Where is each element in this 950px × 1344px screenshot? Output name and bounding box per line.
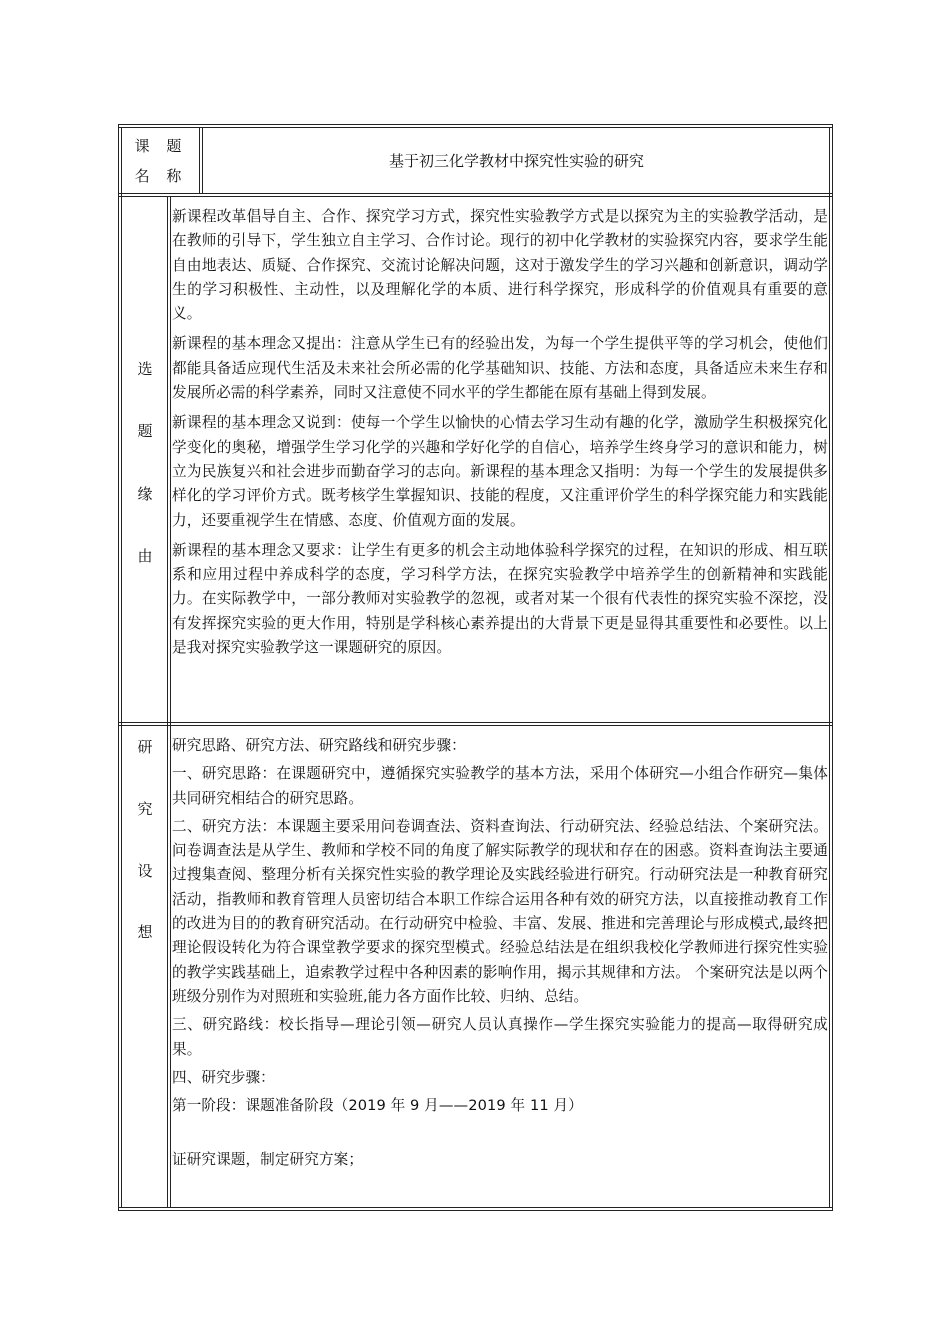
section1-content bbox=[172, 205, 828, 666]
table-border-right-outer bbox=[832, 124, 833, 1211]
section1-label-char: 题 bbox=[137, 422, 153, 440]
table-border-bottom-outer bbox=[118, 1210, 833, 1211]
section1-paragraph: 新课程的基本理念又要求：让学生有更多的机会主动地体验科学探究的过程，在知识的形成、相互联系和应用过程中养成科学的态度，学习科学方法，在探究实验教学中培养学生的创新精神和实践能力。在实际教学中，一部分教师对实验教学的忽视，或者对某一个很有代表性的探究实验不深挖，没有发挥探究实验的更大作用，特别是学科核心素养提出的大背景下更是显得其重要性和必要性。以上是我对探究实验教学这一课题研究的原因。 bbox=[172, 541, 828, 657]
table-border-top-outer bbox=[118, 124, 833, 125]
section2-label-char: 究 bbox=[137, 800, 153, 818]
section1-paragraph: 新课程的基本理念又说到：使每一个学生以愉快的心情去学习生动有趣的化学，激励学生积极探究化学变化的奥秘，增强学生学习化学的兴趣和学好化学的自信心，培养学生终身学习的意识和能力，树立为民族复兴和社会进步而勤奋学习的志向。新课程的基本理念又指明：为每一个学生的发展提供多样化的学习评价方式。既考核学生掌握知识、技能的程度，又注重评价学生的科学探究能力和实践能力，还要重视学生在情感、态度、价值观方面的发展。 bbox=[172, 414, 828, 529]
row-divider-1a bbox=[118, 193, 833, 194]
table-border-left-outer bbox=[118, 124, 119, 1211]
section2-paragraph: 二、研究方法：本课题主要采用问卷调查法、资料查询法、行动研究法、经验总结法、个案研究法。问卷调查法是从学生、教师和学校不同的角度了解实际教学的现状和存在的困惑。资料查询法主要通过搜集查阅、整理分析有关探究性实验的教学理论及实践经验进行研究。行动研究法是一种教育研究活动，指教师和教育管理人员密切结合本职工作综合运用各种有效的研究方法，以直接推动教育工作的改进为目的的教育研究活动。在行动研究中检验、丰富、发展、推进和完善理论与形成模式,最终把理论假设转化为符合课堂教学要求的探究型模式。经验总结法是在组织我校化学教师进行探究性实验的教学实践基础上，追索教学过程中各种因素的影响作用，揭示其规律和方法。 个案研究法是以两个班级分别作为对照班和实验班,能力各方面作比较、归纳、总结。 bbox=[172, 817, 828, 1005]
row-divider-2b bbox=[118, 725, 833, 726]
section2-label-char: 想 bbox=[137, 923, 153, 941]
section2-paragraph: 证研究课题，制定研究方案； bbox=[172, 1151, 364, 1169]
topic-label-line2: 名 称 bbox=[134, 167, 188, 185]
table-border-right-inner bbox=[829, 127, 830, 1208]
table-border-top-inner bbox=[118, 127, 833, 128]
row-divider-1b bbox=[118, 196, 833, 197]
section2-content bbox=[172, 734, 828, 1177]
section1-paragraph: 新课程改革倡导自主、合作、探究学习方式，探究性实验教学方式是以探究为主的实验教学活动，是在教师的引导下，学生独立自主学习、合作讨论。现行的初中化学教材的实验探究内容，要求学生能自由地表达、质疑、合作探究、交流讨论解决问题，这对于激发学生的学习兴趣和创新意识，调动学生的学习积极性、主动性，以及理解化学的本质、进行科学探究，形成科学的价值观具有重要的意义。 bbox=[172, 208, 828, 323]
table-border-bottom-inner bbox=[118, 1207, 833, 1208]
section1-label-char: 选 bbox=[137, 360, 153, 378]
section1-label-char: 由 bbox=[137, 547, 153, 565]
body-col-divider-b bbox=[170, 196, 171, 1208]
section1-paragraph: 新课程的基本理念又提出：注意从学生已有的经验出发，为每一个学生提供平等的学习机会，使他们都能具备适应现代生活及未来社会所必需的化学基础知识、技能、方法和态度，具备适应未来生存和发展所必需的科学素养，同时又注意使不同水平的学生都能在原有基础上得到发展。 bbox=[172, 335, 828, 402]
body-col-divider-a bbox=[167, 196, 168, 1208]
section2-label-char: 研 bbox=[137, 738, 153, 756]
section2-paragraph: 第一阶段：课题准备阶段（2019 年 9 月——2019 年 11 月） bbox=[172, 1097, 583, 1115]
topic-title: 基于初三化学教材中探究性实验的研究 bbox=[388, 152, 644, 170]
topic-label-line1: 课 题 bbox=[134, 137, 188, 155]
section2-paragraph: 一、研究思路：在课题研究中，遵循探究实验教学的基本方法，采用个体研究—小组合作研究—集体共同研究相结合的研究思路。 bbox=[172, 765, 828, 807]
section2-paragraph: 三、研究路线：校长指导—理论引领—研究人员认真操作—学生探究实验能力的提高—取得研究成果。 bbox=[172, 1016, 828, 1058]
section1-label-char: 缘 bbox=[137, 485, 153, 503]
section2-paragraph: 研究思路、研究方法、研究路线和研究步骤： bbox=[172, 737, 466, 754]
section2-label-char: 设 bbox=[137, 862, 153, 880]
table-border-left-inner bbox=[121, 127, 122, 1208]
row-divider-2a bbox=[118, 722, 833, 723]
section2-paragraph: 四、研究步骤： bbox=[172, 1068, 275, 1086]
